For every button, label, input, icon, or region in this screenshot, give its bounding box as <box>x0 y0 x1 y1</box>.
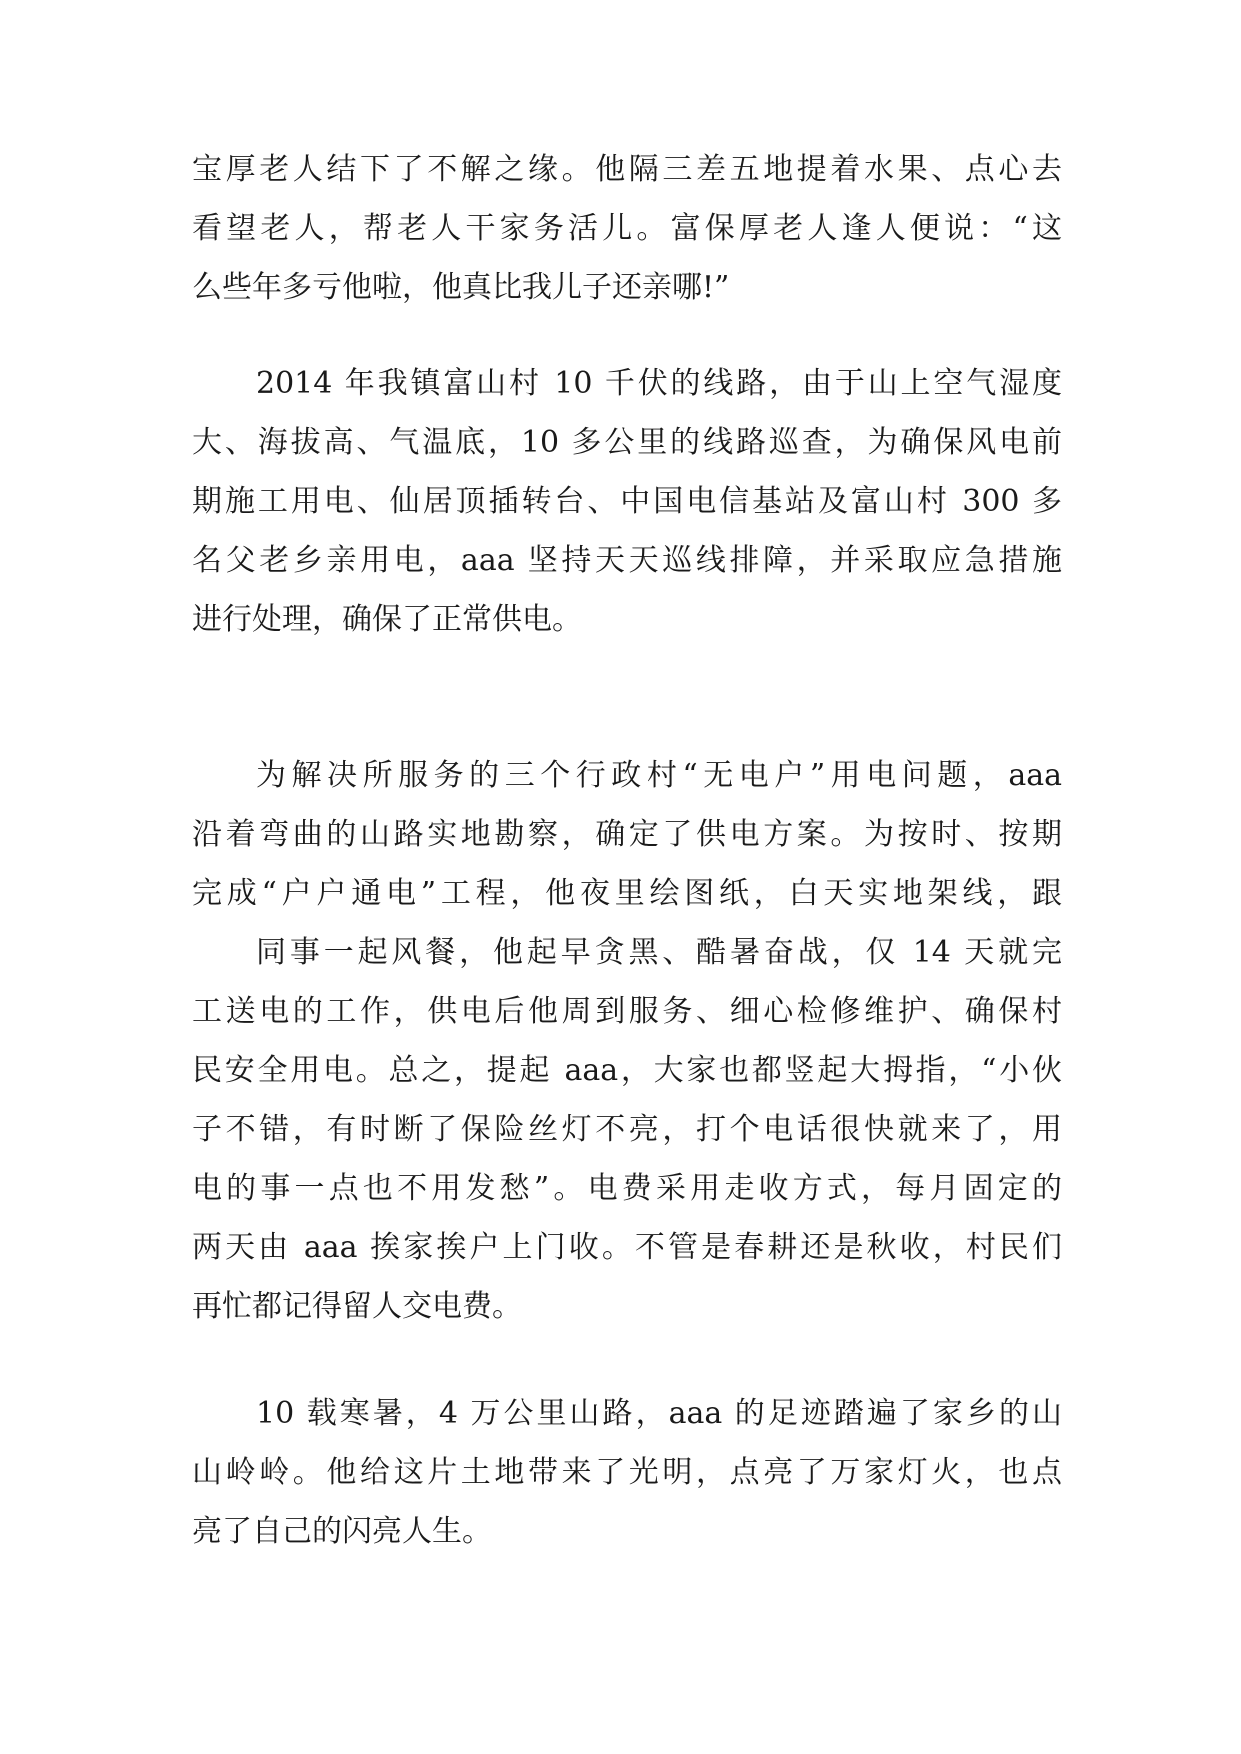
paragraph-3 <box>192 746 1062 1336</box>
text-line: 宝厚老人结下了不解之缘。他隔三差五地提着水果、点心去 <box>192 152 1062 187</box>
text-line: 看望老人，帮老人干家务活儿。富保厚老人逢人便说：“这 <box>192 211 1062 246</box>
text-line: 民安全用电。总之，提起 aaa，大家也都竖起大拇指，“小伙 <box>192 1053 1062 1088</box>
paragraph-4 <box>192 1384 1062 1561</box>
text-line: 名父老乡亲用电，aaa 坚持天天巡线排障，并采取应急措施 <box>192 543 1062 578</box>
text-line: 大、海拔高、气温底，10 多公里的线路巡查，为确保风电前 <box>192 425 1062 460</box>
text-line: 完成“户户通电”工程，他夜里绘图纸，白天实地架线，跟 <box>192 876 1062 911</box>
text-line: 2014 年我镇富山村 10 千伏的线路，由于山上空气湿度 <box>256 366 1062 401</box>
text-line: 10 载寒暑，4 万公里山路，aaa 的足迹踏遍了家乡的山 <box>256 1396 1062 1431</box>
text-line: 山岭岭。他给这片土地带来了光明，点亮了万家灯火，也点 <box>192 1455 1062 1490</box>
text-line: 沿着弯曲的山路实地勘察，确定了供电方案。为按时、按期 <box>192 817 1062 852</box>
text-line: 电的事一点也不用发愁”。电费采用走收方式，每月固定的 <box>192 1171 1062 1206</box>
text-line: 再忙都记得留人交电费。 <box>192 1289 522 1324</box>
text-line: 两天由 aaa 挨家挨户上门收。不管是春耕还是秋收，村民们 <box>192 1230 1062 1265</box>
text-line: 亮了自己的闪亮人生。 <box>192 1514 492 1549</box>
text-line: 为解决所服务的三个行政村“无电户”用电问题，aaa <box>256 758 1062 793</box>
text-line: 么些年多亏他啦，他真比我儿子还亲哪!” <box>192 270 730 305</box>
text-line: 工送电的工作，供电后他周到服务、细心检修维护、确保村 <box>192 994 1062 1029</box>
text-line: 同事一起风餐，他起早贪黑、酷暑奋战，仅 14 天就完 <box>256 935 1062 970</box>
text-line: 进行处理，确保了正常供电。 <box>192 602 582 637</box>
text-line: 子不错，有时断了保险丝灯不亮，打个电话很快就来了，用 <box>192 1112 1062 1147</box>
paragraph-2 <box>192 354 1062 649</box>
paragraph-1 <box>192 140 1062 317</box>
text-line: 期施工用电、仙居顶插转台、中国电信基站及富山村 300 多 <box>192 484 1062 519</box>
